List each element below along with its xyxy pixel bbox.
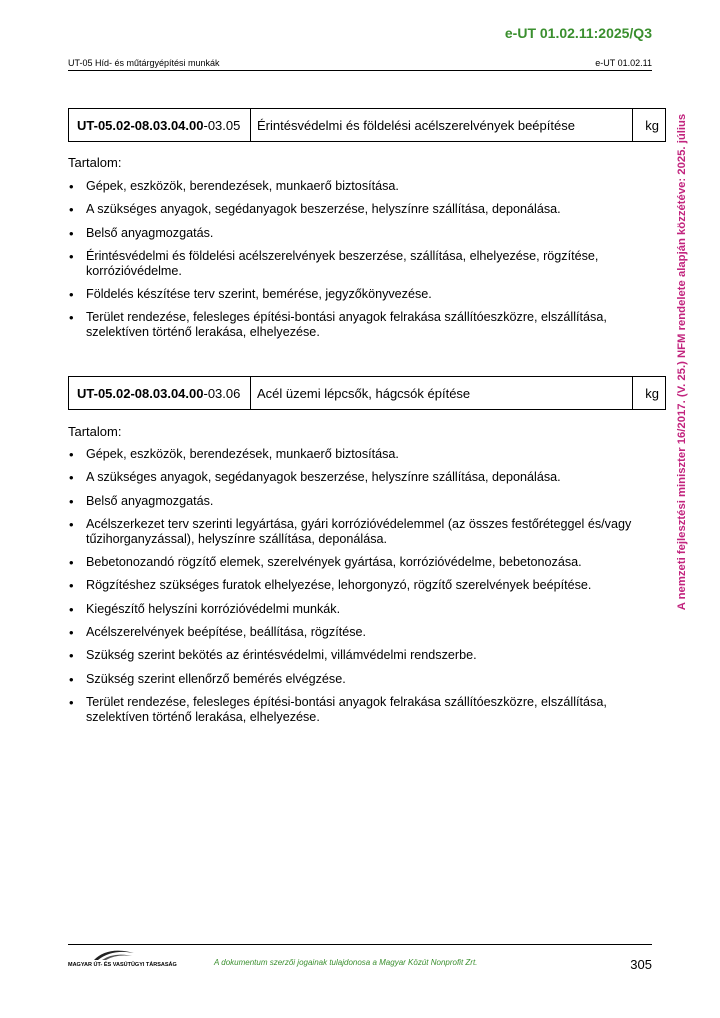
header-document-code: e-UT 01.02.11	[595, 58, 652, 68]
list-item: • A szükséges anyagok, segédanyagok beszerzése, helyszínre szállítása, deponálása.	[68, 470, 653, 485]
list-item: • Szükség szerint bekötés az érintésvédelmi, villámvédelmi rendszerbe.	[68, 648, 653, 663]
list-item: • Terület rendezése, felesleges építési-bontási anyagok felrakása szállítóeszközre, elszállítása, szelektíven történő lerakása, elhelyezése.	[68, 695, 653, 725]
association-logo	[68, 948, 177, 970]
item-unit: kg	[645, 385, 659, 401]
item-code-main: UT-05.02-08.03.04.00	[77, 117, 204, 133]
item-unit: kg	[645, 117, 659, 133]
item-code-cell	[69, 377, 251, 409]
list-item: • Kiegészítő helyszíni korrózióvédelmi munkák.	[68, 602, 653, 617]
content-label: Tartalom:	[68, 155, 122, 170]
item-code-cell	[69, 109, 251, 141]
list-item: • Belső anyagmozgatás.	[68, 226, 653, 241]
page-number: 305	[630, 957, 652, 972]
content-list-1	[68, 179, 653, 349]
copyright-notice: A dokumentum szerzői jogainak tulajdonosa a Magyar Közút Nonprofit Zrt.	[214, 958, 478, 967]
item-title: Acél üzemi lépcsők, hágcsók építése	[251, 377, 633, 409]
publication-note: A nemzeti fejlesztési miniszter 16/2017. (V. 25.) NFM rendelete alapján közzétéve: 2025. július	[676, 113, 688, 611]
footer-divider	[68, 944, 652, 945]
list-item: • Földelés készítése terv szerint, bemérése, jegyzőkönyvezése.	[68, 287, 653, 302]
item-code-main: UT-05.02-08.03.04.00	[77, 385, 204, 401]
header-divider	[68, 70, 652, 71]
item-header-table-2	[68, 376, 666, 410]
list-item: • Belső anyagmozgatás.	[68, 494, 653, 509]
logo-text: MAGYAR ÚT- ÉS VASÚTÜGYI TÁRSASÁG	[68, 962, 177, 968]
list-item: • Rögzítéshez szükséges furatok elhelyezése, lehorgonyzó, rögzítő szerelvények beépítése.	[68, 578, 653, 593]
logo-swoosh-icon	[92, 948, 136, 962]
item-code-suffix: -03.06	[203, 385, 241, 401]
content-list-2	[68, 447, 653, 733]
list-item: • Acélszerkezet terv szerinti legyártása, gyári korrózióvédelemmel (az összes festőréteggel és/vagy tűzihorganyzással), helyszínre szállítása, deponálása.	[68, 517, 653, 547]
item-code-suffix: -03.05	[203, 117, 241, 133]
list-item: • Gépek, eszközök, berendezések, munkaerő biztosítása.	[68, 447, 653, 462]
list-item: • Gépek, eszközök, berendezések, munkaerő biztosítása.	[68, 179, 653, 194]
list-item: • Terület rendezése, felesleges építési-bontási anyagok felrakása szállítóeszközre, elszállítása, szelektíven történő lerakása, elhelyezése.	[68, 310, 653, 340]
document-code: e-UT 01.02.11:2025/Q3	[504, 25, 652, 41]
header-section-title: UT-05 Híd- és műtárgyépítési munkák	[68, 58, 220, 68]
publication-sidebar	[672, 96, 692, 628]
content-label: Tartalom:	[68, 424, 122, 439]
list-item: • A szükséges anyagok, segédanyagok beszerzése, helyszínre szállítása, deponálása.	[68, 202, 653, 217]
list-item: • Érintésvédelmi és földelési acélszerelvények beszerzése, szállítása, elhelyezése, rögzítése, korrózióvédelme.	[68, 249, 653, 279]
item-title: Érintésvédelmi és földelési acélszerelvények beépítése	[251, 109, 633, 141]
item-header-table-1	[68, 108, 666, 142]
list-item: • Szükség szerint ellenőrző bemérés elvégzése.	[68, 672, 653, 687]
list-item: • Acélszerelvények beépítése, beállítása, rögzítése.	[68, 625, 653, 640]
list-item: • Bebetonozandó rögzítő elemek, szerelvények gyártása, korrózióvédelme, bebetonozása.	[68, 555, 653, 570]
